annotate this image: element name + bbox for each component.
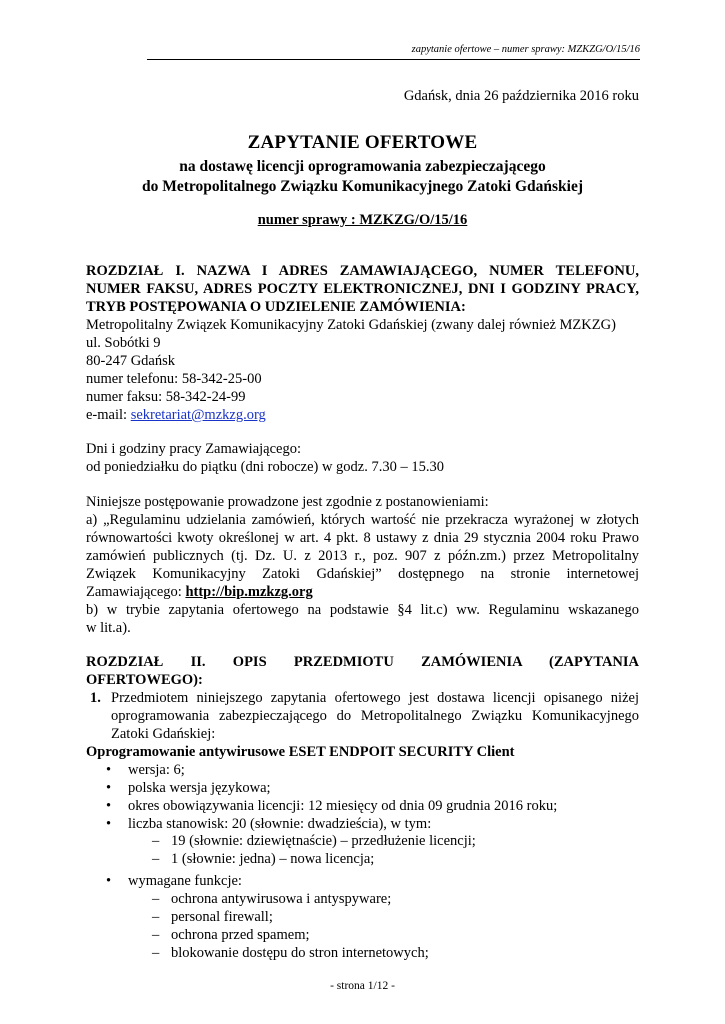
item1-text-line: Przedmiotem niniejszego zapytania ofertowego jest dostawa licencji opisanego niżej bbox=[111, 690, 639, 706]
section2-heading-line-1: ROZDZIAŁ II. OPIS PRZEDMIOTU ZAMÓWIENIA (ZAPYTANIA bbox=[86, 654, 639, 670]
bullet-item: liczba stanowisk: 20 (słownie: dwadzieścia), w tym: bbox=[128, 816, 432, 832]
document-subtitle-1: na dostawę licencji oprogramowania zabezpieczającego bbox=[179, 158, 546, 175]
section2-heading-line-2: OFERTOWEGO): bbox=[86, 672, 203, 688]
bip-link[interactable]: http://bip.mzkzg.org bbox=[185, 584, 313, 600]
basis-a-line: a) „Regulaminu udzielania zamówień, których wartość nie przekracza wyrażonej w złotych bbox=[86, 512, 639, 528]
bullet-item: polska wersja językowa; bbox=[128, 780, 271, 796]
section1-heading-line-3: TRYB POSTĘPOWANIA O UDZIELENIE ZAMÓWIENIA: bbox=[86, 299, 466, 315]
document-subtitle-2: do Metropolitalnego Związku Komunikacyjnego Zatoki Gdańskiej bbox=[141, 178, 584, 195]
email-line bbox=[86, 406, 266, 424]
document-title: ZAPYTANIE OFERTOWE bbox=[247, 132, 478, 153]
section1-heading-line-1: ROZDZIAŁ I. NAZWA I ADRES ZAMAWIAJĄCEGO, NUMER TELEFONU, bbox=[86, 263, 639, 279]
item1-number: 1. bbox=[90, 690, 101, 706]
case-number: numer sprawy : MZKZG/O/15/16 bbox=[257, 212, 468, 228]
bullet-icon: • bbox=[106, 816, 112, 832]
basis-b-line: w lit.a). bbox=[86, 620, 131, 636]
section1-heading-line-2: NUMER FAKSU, ADRES POCZTY ELEKTRONICZNEJ, DNI I GODZINY PRACY, bbox=[86, 281, 639, 297]
product-title: Oprogramowanie antywirusowe ESET ENDPOIT SECURITY Client bbox=[86, 744, 515, 760]
bullet-icon: • bbox=[106, 780, 112, 796]
dash-icon: – bbox=[152, 945, 160, 961]
basis-intro: Niniejsze postępowanie prowadzone jest zgodnie z postanowieniami: bbox=[86, 494, 489, 510]
running-header bbox=[147, 44, 640, 60]
functions-label: wymagane funkcje: bbox=[128, 873, 242, 889]
page-footer: - strona 1/12 - bbox=[330, 980, 395, 992]
address-line: Metropolitalny Związek Komunikacyjny Zatoki Gdańskiej (zwany dalej również MZKZG) bbox=[86, 317, 616, 333]
dash-icon: – bbox=[152, 891, 160, 907]
hours-label: Dni i godziny pracy Zamawiającego: bbox=[86, 441, 302, 457]
phone-number: numer telefonu: 58-342-25-00 bbox=[86, 371, 262, 387]
function-item: personal firewall; bbox=[171, 909, 273, 925]
bullet-item: wersja: 6; bbox=[128, 762, 185, 778]
address-line: ul. Sobótki 9 bbox=[86, 335, 161, 351]
basis-a-line: zamówień publicznych (tj. Dz. U. z 2013 r., poz. 907 z późn.zm.) przez Metropolitalny bbox=[86, 548, 639, 564]
date-line: Gdańsk, dnia 26 października 2016 roku bbox=[403, 88, 639, 104]
dash-icon: – bbox=[152, 833, 160, 849]
email-label: e-mail: bbox=[86, 407, 131, 423]
basis-b-line: b) w trybie zapytania ofertowego na podstawie §4 lit.c) ww. Regulaminu wskazanego bbox=[86, 602, 639, 618]
function-item: ochrona antywirusowa i antyspyware; bbox=[171, 891, 392, 907]
stations-subitem: 1 (słownie: jedna) – nowa licencja; bbox=[171, 851, 375, 867]
basis-a-line: równowartości kwoty określonej w art. 4 pkt. 8 ustawy z dnia 29 stycznia 2004 roku Prawo bbox=[86, 530, 639, 546]
fax-number: numer faksu: 58-342-24-99 bbox=[86, 389, 246, 405]
running-header-text: zapytanie ofertowe – numer sprawy: MZKZG/O/15/16 bbox=[411, 44, 640, 55]
bullet-item: okres obowiązywania licencji: 12 miesięcy od dnia 09 grudnia 2016 roku; bbox=[128, 798, 558, 814]
stations-subitem: 19 (słownie: dziewiętnaście) – przedłużenie licencji; bbox=[171, 833, 476, 849]
hours-text: od poniedziałku do piątku (dni robocze) w godz. 7.30 – 15.30 bbox=[86, 459, 444, 475]
dash-icon: – bbox=[152, 909, 160, 925]
function-item: blokowanie dostępu do stron internetowych; bbox=[171, 945, 429, 961]
basis-a-last-label: Zamawiającego: bbox=[86, 584, 186, 600]
bullet-icon: • bbox=[106, 798, 112, 814]
item1-text-line: Zatoki Gdańskiej: bbox=[111, 726, 216, 742]
bullet-icon: • bbox=[106, 762, 112, 778]
item1-text-line: oprogramowania zabezpieczającego do Metropolitalnego Związku Komunikacyjnego bbox=[111, 708, 639, 724]
basis-a-last-line bbox=[86, 583, 313, 601]
address-line: 80-247 Gdańsk bbox=[86, 353, 176, 369]
function-item: ochrona przed spamem; bbox=[171, 927, 310, 943]
dash-icon: – bbox=[152, 851, 160, 867]
basis-a-line: Związek Komunikacyjny Zatoki Gdańskiej” dostępnego na stronie internetowej bbox=[86, 566, 639, 582]
email-link[interactable]: sekretariat@mzkzg.org bbox=[130, 407, 266, 423]
dash-icon: – bbox=[152, 927, 160, 943]
bullet-icon: • bbox=[106, 873, 112, 889]
